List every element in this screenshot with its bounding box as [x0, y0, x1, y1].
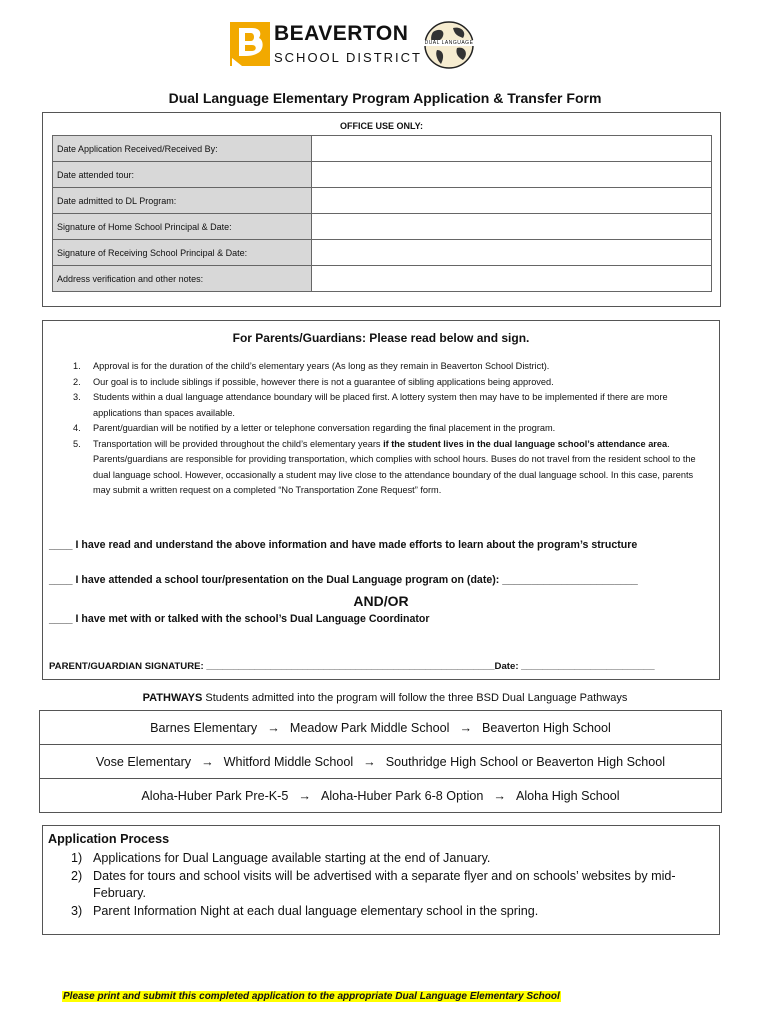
- list-item-number: 2.: [73, 376, 81, 387]
- pathway-elementary: Vose Elementary: [95, 754, 192, 769]
- pathway-row: [40, 711, 722, 745]
- office-row-label: Signature of Receiving School Principal & Date:: [53, 240, 312, 266]
- list-item-text: Applications for Dual Language available starting at the end of January.: [93, 851, 491, 865]
- pathway-cell: [40, 779, 722, 813]
- office-row: [53, 266, 712, 292]
- office-row-label: Date admitted to DL Program:: [53, 188, 312, 214]
- parent-rules-list: [53, 359, 713, 499]
- form-title: Dual Language Elementary Program Application & Transfer Form: [168, 90, 602, 106]
- list-item-number: 3): [71, 903, 83, 918]
- list-item-number: 3.: [73, 392, 81, 402]
- pathway-elementary: Aloha-Huber Park Pre-K-5: [141, 788, 289, 803]
- ack-tour-checkbox-line[interactable]: ____ I have attended a school tour/presentation on the Dual Language program on (date): _______________________: [49, 574, 638, 586]
- office-row: [53, 188, 712, 214]
- list-item-text: Parent Information Night at each dual language elementary school in the spring.: [93, 903, 539, 918]
- pathway-middle: Meadow Park Middle School: [289, 720, 450, 735]
- list-item: [53, 421, 713, 437]
- pathway-high: Southridge High School or Beaverton High School: [385, 754, 666, 769]
- submission-note: Please print and submit this completed application to the appropriate Dual Language Elementary School: [63, 991, 560, 1002]
- office-row-field[interactable]: [312, 214, 712, 240]
- list-item: [53, 437, 713, 499]
- list-item-number: 1.: [73, 361, 81, 371]
- pathways-table: [39, 710, 722, 813]
- office-row: [53, 136, 712, 162]
- process-steps-list: [48, 850, 703, 920]
- logo-subtitle: SCHOOL DISTRICT: [274, 50, 422, 65]
- pathway-middle: Whitford Middle School: [223, 754, 354, 769]
- pathway-cell: [40, 745, 722, 779]
- list-item-number: 5.: [73, 438, 81, 449]
- office-use-heading: OFFICE USE ONLY:: [339, 121, 423, 131]
- arrow-right-icon: →: [459, 720, 473, 735]
- parents-section: [42, 320, 720, 680]
- list-item: [48, 868, 703, 903]
- office-row: [53, 240, 712, 266]
- list-item-text: Dates for tours and school visits will be advertised with a separate flyer and on schools’ websites by mid-February.: [93, 868, 676, 900]
- ack-read-checkbox-line[interactable]: ____ I have read and understand the above information and have made efforts to learn about the program’s structure: [49, 539, 638, 551]
- office-row-label: Signature of Home School Principal & Date:: [53, 214, 312, 240]
- list-item-number: 2): [71, 868, 83, 883]
- list-item-number: 4.: [73, 423, 81, 433]
- arrow-right-icon: →: [493, 788, 506, 803]
- pathway-high: Aloha High School: [515, 788, 620, 803]
- arrow-right-icon: →: [267, 720, 280, 735]
- office-row: [53, 214, 712, 240]
- and-or-label: AND/OR: [353, 593, 409, 609]
- pathways-label-text: Students admitted into the program will follow the three BSD Dual Language Pathways: [202, 692, 628, 704]
- globe-label: DUAL LANGUAGE: [418, 40, 480, 46]
- list-item-text-pre: Transportation will be provided throughout the child’s elementary years: [93, 438, 384, 449]
- arrow-right-icon: →: [298, 788, 311, 803]
- signature-line[interactable]: PARENT/GUARDIAN SIGNATURE: ______________________________________________________Date: _________________________: [49, 661, 655, 672]
- list-item-text-post: . Parents/guardians are responsible for providing transportation, which complies with school hours. Buses do not travel from the resident school to the dual language school. However, occasionally a student may live close to the attendance boundary of the dual language school. In this case, parents may submit a written request on a completed “No Transportation Zone Request” form.: [93, 438, 696, 495]
- list-item: [53, 359, 713, 375]
- office-row: [53, 162, 712, 188]
- pathway-middle: Aloha-Huber Park 6-8 Option: [320, 788, 484, 803]
- office-row-label: Date Application Received/Received By:: [53, 136, 312, 162]
- list-item-text: Approval is for the duration of the child’s elementary years (As long as they remain in Beaverton School District).: [93, 361, 550, 371]
- arrow-right-icon: →: [363, 754, 376, 769]
- list-item-text: Students within a dual language attendance boundary will be placed first. A lottery system then may have to be implemented if there are more applications than spaces available.: [93, 392, 668, 418]
- arrow-right-icon: →: [201, 754, 214, 769]
- office-row-field[interactable]: [312, 266, 712, 292]
- list-item-number: 1): [71, 851, 83, 865]
- pathways-label-bold: PATHWAYS: [142, 692, 203, 704]
- list-item: [53, 390, 713, 421]
- office-row-label: Date attended tour:: [53, 162, 312, 188]
- pathway-cell: [40, 711, 722, 745]
- b-logo-mark: [230, 22, 270, 66]
- district-logo: [230, 20, 490, 70]
- office-row-field[interactable]: [312, 240, 712, 266]
- office-row-field[interactable]: [312, 188, 712, 214]
- list-item-text-bold: if the student lives in the dual language school’s attendance area: [383, 438, 668, 449]
- pathway-high: Beaverton High School: [482, 720, 611, 735]
- office-row-field[interactable]: [312, 162, 712, 188]
- office-row-label: Address verification and other notes:: [53, 266, 312, 292]
- list-item: [53, 375, 713, 391]
- pathways-label: [0, 692, 770, 704]
- office-row-field[interactable]: [312, 136, 712, 162]
- pathway-elementary: Barnes Elementary: [150, 720, 258, 735]
- pathway-row: [40, 745, 722, 779]
- list-item: [48, 903, 703, 921]
- office-use-section: [42, 112, 721, 307]
- parents-heading: For Parents/Guardians: Please read below and sign.: [232, 331, 530, 345]
- list-item-text: Parent/guardian will be notified by a letter or telephone conversation regarding the final placement in the program.: [93, 423, 556, 433]
- logo-name: BEAVERTON: [274, 22, 409, 45]
- office-use-table: [52, 135, 712, 292]
- list-item: [48, 850, 703, 868]
- application-process-section: [42, 825, 720, 935]
- ack-coordinator-checkbox-line[interactable]: ____ I have met with or talked with the school’s Dual Language Coordinator: [49, 613, 430, 625]
- pathway-row: [40, 779, 722, 813]
- list-item-text: Our goal is to include siblings if possible, however there is not a guarantee of sibling applications being approved.: [93, 376, 554, 387]
- process-heading: Application Process: [48, 832, 170, 846]
